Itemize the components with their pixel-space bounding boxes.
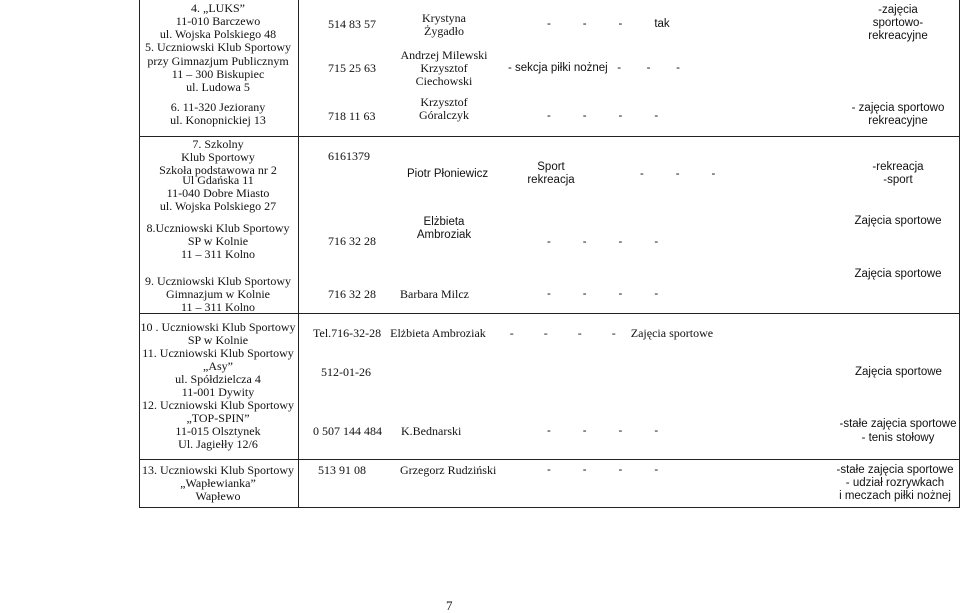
organization-address: ul. Spółdzielcza 4	[175, 372, 261, 386]
dash-columns: - - -	[640, 168, 716, 180]
phone-number: 513 91 08	[318, 463, 366, 477]
organization-address: 11 – 300 Biskupiec	[171, 67, 265, 81]
activity-description: Zajęcia sportowe	[854, 215, 942, 227]
phone-number: 6161379	[328, 149, 370, 163]
page-number: 7	[446, 598, 453, 613]
table-rule	[139, 136, 960, 137]
activity-description: rekreacyjne	[868, 30, 928, 42]
organization-address: 11-010 Barczewo	[175, 14, 261, 28]
organization-address: 11-015 Olsztynek	[175, 424, 261, 438]
activity-description: - tenis stołowy	[861, 432, 935, 444]
organization-name: 10 . Uczniowski Klub Sportowy	[140, 320, 296, 334]
table-rule	[298, 0, 299, 508]
organization-name: „Wapłewianka”	[180, 476, 256, 490]
dash-columns: - - - -	[547, 288, 659, 300]
organization-name: Klub Sportowy	[181, 150, 255, 164]
organization-address: ul. Wojska Polskiego 48	[159, 27, 277, 41]
activity-description: sportowo-	[872, 17, 924, 29]
activity-description: Zajęcia sportowe	[855, 366, 942, 378]
contact-person: Ciechowski	[415, 74, 473, 88]
organization-name: SP w Kolnie	[187, 333, 249, 347]
organization-name: 9. Uczniowski Klub Sportowy	[145, 274, 291, 288]
organization-address: 11 – 311 Kolno	[180, 300, 256, 314]
contact-person: Piotr Płoniewicz	[407, 168, 489, 180]
contact-person: Żygadło	[424, 24, 464, 38]
activity-description: i meczach piłki nożnej	[839, 490, 951, 502]
organization-name: Szkoła podstawowa nr 2	[159, 163, 277, 177]
organization-name: 5. Uczniowski Klub Sportowy	[145, 40, 291, 54]
dash-columns: - - - tak	[547, 18, 670, 30]
table-rule	[139, 313, 960, 314]
table-rule	[139, 507, 960, 508]
contact-person: K.Bednarski	[401, 424, 462, 438]
contact-line: Tel.716-32-28 Elżbieta Ambroziak - - - - Zajęcia sportowe	[313, 326, 714, 340]
organization-name: „TOP-SPIN”	[186, 411, 250, 425]
organization-address: 11-040 Dobre Miasto	[166, 186, 270, 200]
phone-number: 716 32 28	[328, 287, 376, 301]
phone-number: 715 25 63	[328, 61, 376, 75]
dash-columns: - - - -	[547, 236, 659, 248]
contact-person: Krzysztof	[420, 61, 468, 75]
organization-address: Ul Gdańska 11	[182, 173, 254, 187]
organization-address: 11 – 311 Kolno	[180, 247, 256, 261]
activity-description: - zajęcia sportowo	[851, 102, 945, 114]
organization-address: Ul. Jagiełły 12/6	[178, 437, 258, 451]
table-rule	[139, 459, 960, 460]
contact-person: Ambroziak	[416, 229, 472, 241]
contact-person: Elżbieta	[423, 216, 465, 228]
dash-columns: - - - -	[547, 110, 659, 122]
organization-name: 6. 11-320 Jeziorany	[170, 100, 266, 114]
sport-type: rekreacja	[527, 174, 575, 186]
phone-number: 514 83 57	[328, 17, 376, 31]
organization-name: 11. Uczniowski Klub Sportowy	[142, 346, 294, 360]
contact-person: Krzysztof	[420, 95, 468, 109]
organization-name: Gimnazjum w Kolnie	[166, 287, 270, 301]
activity-description: - udział rozrywkach	[845, 477, 945, 489]
organization-name: 8.Uczniowski Klub Sportowy	[146, 221, 290, 235]
activity-description: -stałe zajęcia sportowe	[836, 464, 954, 476]
organization-name: SP w Kolnie	[187, 234, 249, 248]
organization-address: ul. Wojska Polskiego 27	[159, 199, 277, 213]
activity-description: -sport	[883, 174, 913, 186]
organization-name: 4. „LUKS”	[191, 1, 245, 15]
organization-name: 13. Uczniowski Klub Sportowy	[142, 463, 294, 477]
organization-address: ul. Konopnickiej 13	[170, 113, 266, 127]
activity-description: -zajęcia	[878, 4, 918, 16]
phone-number: 716 32 28	[328, 234, 376, 248]
dash-columns: - sekcja piłki nożnej - - -	[508, 62, 680, 74]
contact-person: Krystyna	[422, 11, 466, 25]
sport-type: Sport	[537, 161, 565, 173]
activity-description: -rekreacja	[872, 161, 924, 173]
activity-description: rekreacyjne	[868, 115, 928, 127]
organization-name: 7. Szkolny	[192, 137, 244, 151]
contact-person: Góralczyk	[419, 108, 469, 122]
activity-description: Zajęcia sportowe	[854, 268, 942, 280]
organization-name: „Asy”	[203, 359, 233, 373]
organization-address: 11-001 Dywity	[181, 385, 255, 399]
phone-number: 718 11 63	[328, 109, 376, 123]
contact-person: Andrzej Milewski	[400, 48, 488, 62]
activity-description: -stałe zajęcia sportowe	[839, 418, 957, 430]
organization-address: ul. Ludowa 5	[186, 80, 250, 94]
contact-person: Barbara Milcz	[400, 287, 469, 301]
contact-person: Grzegorz Rudziński	[400, 463, 497, 477]
organization-address: Wapłewo	[195, 489, 241, 503]
organization-name: 12. Uczniowski Klub Sportowy	[142, 398, 294, 412]
dash-columns: - - - -	[547, 425, 659, 437]
phone-number: 512-01-26	[321, 365, 371, 379]
organization-name: przy Gimnazjum Publicznym	[147, 54, 289, 68]
table-rule	[139, 0, 140, 508]
phone-number: 0 507 144 484	[313, 424, 382, 438]
dash-columns: - - - -	[547, 464, 659, 476]
